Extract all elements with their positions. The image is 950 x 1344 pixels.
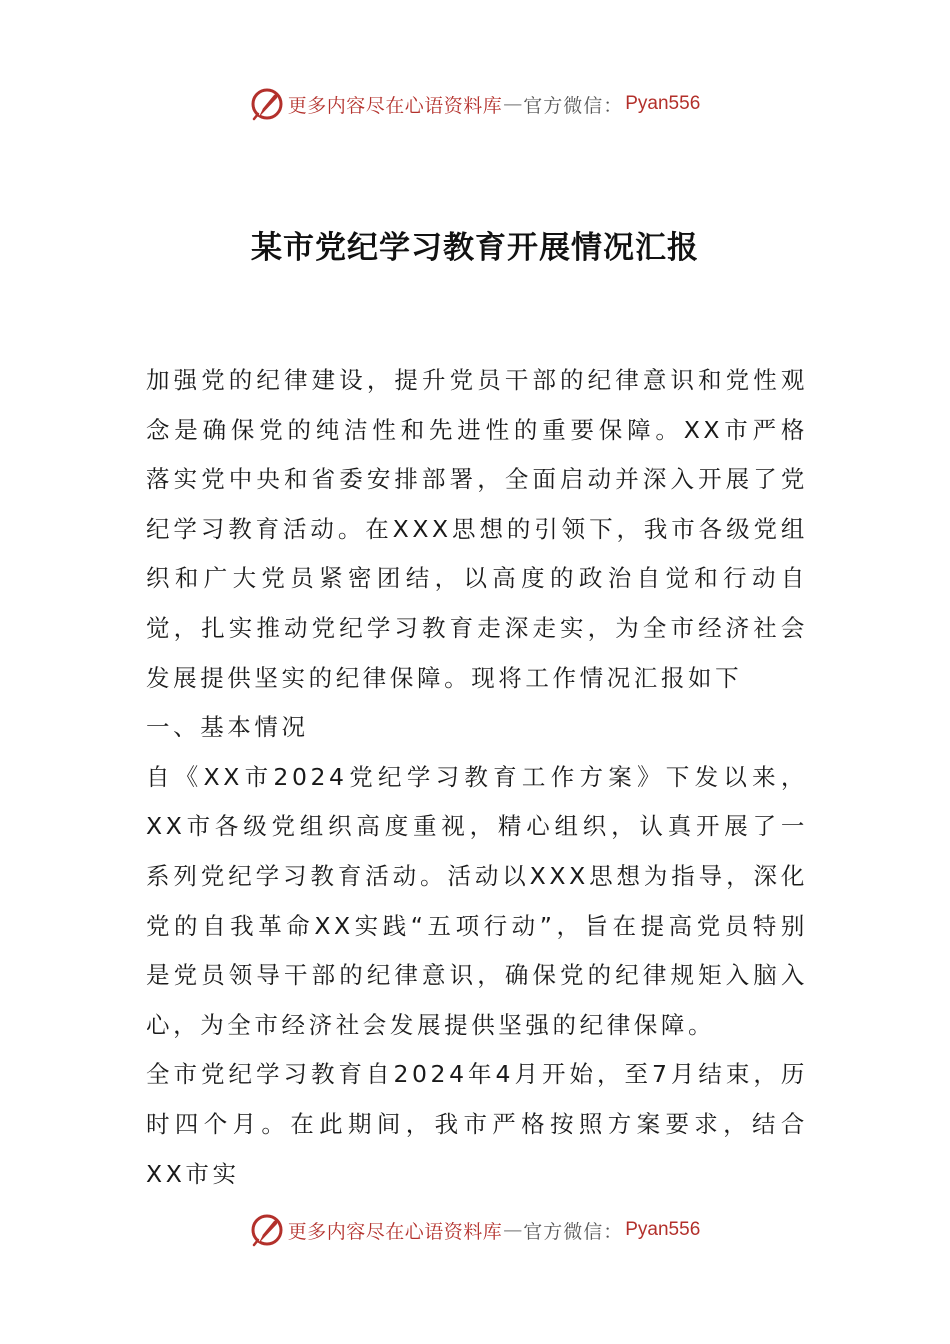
quill-pen-logo-icon (250, 87, 284, 121)
body-paragraph: 全市党纪学习教育自2024年4月开始，至7月结束，历时四个月。在此期间，我市严格按照方案要求，结合XX市实 (146, 1060, 808, 1188)
banner-wechat-id: Pyan556 (625, 1219, 701, 1240)
intro-paragraph: 加强党的纪律建设，提升党员干部的纪律意识和党性观念是确保党的纯洁性和先进性的重要保障。XX市严格落实党中央和省委安排部署，全面启动并深入开展了党纪学习教育活动。在XXX思想的引领下，我市各级党组织和广大党员紧密团结，以高度的政治自觉和行动自觉，扎实推动党纪学习教育走深走实，为全市经济社会发展提供坚实的纪律保障。现将工作情况汇报如下 (146, 366, 808, 692)
banner-wechat-id: Pyan556 (625, 93, 701, 114)
banner-text: 更多内容尽在心语资料库 (287, 94, 503, 117)
section-heading: 一、基本情况 (146, 713, 309, 742)
banner-text: 更多内容尽在心语资料库 (287, 1220, 503, 1243)
banner-dash: — (503, 1219, 523, 1241)
document-body (146, 356, 808, 1199)
body-paragraph: 自《XX市2024党纪学习教育工作方案》下发以来，XX市各级党组织高度重视，精心组织，认真开展了一系列党纪学习教育活动。活动以XXX思想为指导，深化党的自我革命XX实践“五项行动”，旨在提高党员特别是党员领导干部的纪律意识，确保党的纪律规矩入脑入心，为全市经济社会发展提供坚强的纪律保障。 (146, 762, 808, 1039)
banner-label: 官方微信： (523, 94, 624, 117)
footer-banner (0, 1210, 950, 1250)
quill-pen-logo-icon (250, 1213, 284, 1247)
header-banner (0, 84, 950, 124)
banner-dash: — (503, 93, 523, 115)
banner-label: 官方微信： (523, 1220, 624, 1243)
document-title: 某市党纪学习教育开展情况汇报 (251, 230, 699, 266)
